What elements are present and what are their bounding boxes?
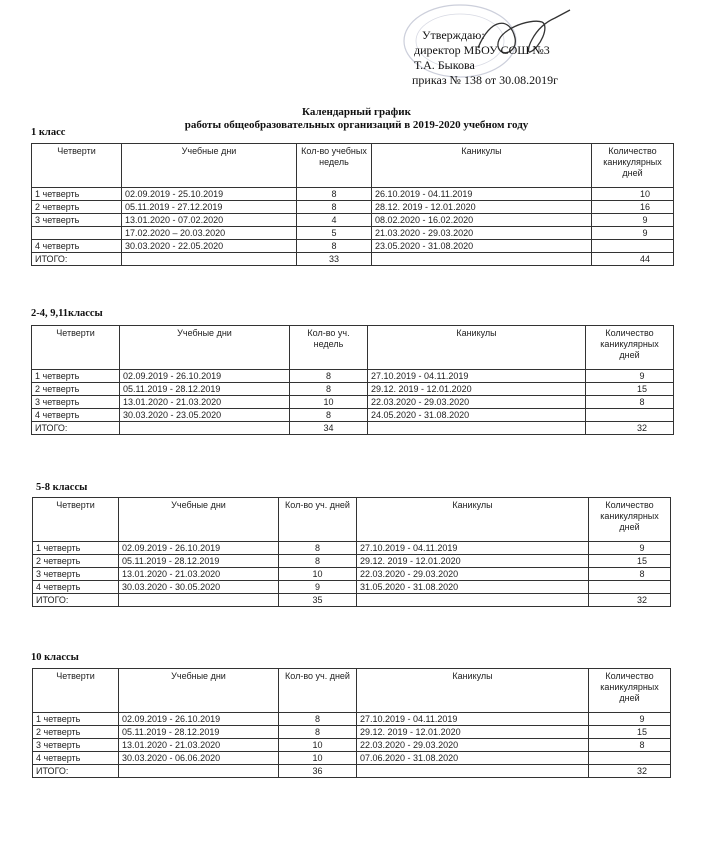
table-row <box>33 542 671 555</box>
cell: 2 четверть <box>32 201 122 214</box>
approval-line-1: Утверждаю: <box>422 28 485 42</box>
table-row <box>32 370 674 383</box>
cell <box>372 253 592 266</box>
cell: 31.05.2020 - 31.08.2020 <box>357 581 589 594</box>
cell: 29.12. 2019 - 12.01.2020 <box>368 383 586 396</box>
col-header-days: Кол-во уч. дней <box>279 498 357 542</box>
col-header-weeks: Кол-во учебных недель <box>297 144 372 188</box>
cell: 32 <box>586 422 674 435</box>
cell: 05.11.2019 - 28.12.2019 <box>119 555 279 568</box>
cell: 8 <box>279 713 357 726</box>
cell: 02.09.2019 - 26.10.2019 <box>120 370 290 383</box>
cell: 29.12. 2019 - 12.01.2020 <box>357 726 589 739</box>
col-header-study-days: Учебные дни <box>122 144 297 188</box>
table-row <box>33 713 671 726</box>
cell: 44 <box>592 253 674 266</box>
col-header-quarter: Четверти <box>32 144 122 188</box>
cell: 4 четверть <box>33 581 119 594</box>
title-line-1: Календарный график <box>302 106 411 118</box>
cell: 32 <box>589 765 671 778</box>
cell: 34 <box>290 422 368 435</box>
cell: 3 четверть <box>32 214 122 227</box>
table-row <box>32 214 674 227</box>
cell: 1 четверть <box>33 713 119 726</box>
schedule-table-grades-5-8 <box>32 497 671 607</box>
cell <box>119 594 279 607</box>
col-header-study-days: Учебные дни <box>120 326 290 370</box>
table-header-row <box>32 326 674 370</box>
table-total-row <box>32 253 674 266</box>
cell: 8 <box>290 370 368 383</box>
cell: ИТОГО: <box>32 253 122 266</box>
table-header-row <box>33 669 671 713</box>
cell: 8 <box>297 240 372 253</box>
cell: 30.03.2020 - 23.05.2020 <box>120 409 290 422</box>
cell: 5 <box>297 227 372 240</box>
table-row <box>33 726 671 739</box>
approval-line-3: Т.А. Быкова <box>414 58 475 72</box>
cell: 2 четверть <box>32 383 120 396</box>
cell: 8 <box>279 542 357 555</box>
table-row <box>33 581 671 594</box>
table-row <box>33 568 671 581</box>
cell: 30.03.2020 - 06.06.2020 <box>119 752 279 765</box>
cell: 22.03.2020 - 29.03.2020 <box>368 396 586 409</box>
cell: 10 <box>290 396 368 409</box>
cell: 27.10.2019 - 04.11.2019 <box>357 713 589 726</box>
approval-line-2: директор МБОУ СОШ №3 <box>414 43 550 57</box>
cell: 02.09.2019 - 26.10.2019 <box>119 713 279 726</box>
cell <box>120 422 290 435</box>
cell: 17.02.2020 – 20.03.2020 <box>122 227 297 240</box>
cell: 8 <box>297 201 372 214</box>
table-row <box>32 240 674 253</box>
cell: 10 <box>279 568 357 581</box>
table-total-row <box>32 422 674 435</box>
table-header-row <box>33 498 671 542</box>
cell <box>586 409 674 422</box>
cell: 30.03.2020 - 30.05.2020 <box>119 581 279 594</box>
table-row <box>32 188 674 201</box>
cell: 02.09.2019 - 26.10.2019 <box>119 542 279 555</box>
schedule-table-grade-1 <box>31 143 674 266</box>
schedule-table-grade-10 <box>32 668 671 778</box>
cell: 8 <box>586 396 674 409</box>
table-row <box>32 396 674 409</box>
cell: 1 четверть <box>32 370 120 383</box>
col-header-weeks: Кол-во уч. недель <box>290 326 368 370</box>
cell <box>589 581 671 594</box>
approval-block <box>392 28 558 88</box>
table-row <box>33 752 671 765</box>
cell: 9 <box>592 214 674 227</box>
cell: 9 <box>592 227 674 240</box>
col-header-holiday-days: Количество каникулярных дней <box>589 669 671 713</box>
cell: 8 <box>589 568 671 581</box>
cell: 02.09.2019 - 25.10.2019 <box>122 188 297 201</box>
cell: 9 <box>586 370 674 383</box>
section-label-3: 5-8 классы <box>36 482 88 493</box>
cell <box>368 422 586 435</box>
cell: 05.11.2019 - 28.12.2019 <box>119 726 279 739</box>
cell <box>32 227 122 240</box>
table-total-row <box>33 594 671 607</box>
cell: 24.05.2020 - 31.08.2020 <box>368 409 586 422</box>
cell: 8 <box>279 726 357 739</box>
cell: 4 <box>297 214 372 227</box>
cell: 21.03.2020 - 29.03.2020 <box>372 227 592 240</box>
cell: 3 четверть <box>32 396 120 409</box>
table-row <box>32 227 674 240</box>
col-header-quarter: Четверти <box>33 498 119 542</box>
cell: 8 <box>290 383 368 396</box>
cell: ИТОГО: <box>32 422 120 435</box>
col-header-holiday-days: Количество каникулярных дней <box>592 144 674 188</box>
col-header-quarter: Четверти <box>32 326 120 370</box>
table-row <box>32 409 674 422</box>
cell: 27.10.2019 - 04.11.2019 <box>368 370 586 383</box>
cell <box>589 752 671 765</box>
cell <box>122 253 297 266</box>
cell: 8 <box>297 188 372 201</box>
cell: 15 <box>586 383 674 396</box>
cell: 15 <box>589 726 671 739</box>
table-header-row <box>32 144 674 188</box>
cell: 8 <box>279 555 357 568</box>
table-row <box>32 383 674 396</box>
cell: 1 четверть <box>33 542 119 555</box>
col-header-holidays: Каникулы <box>357 669 589 713</box>
cell: 3 четверть <box>33 739 119 752</box>
cell: 27.10.2019 - 04.11.2019 <box>357 542 589 555</box>
title-line-2: работы общеобразовательных организаций в 2019-2020 учебном году <box>184 119 529 131</box>
cell: 36 <box>279 765 357 778</box>
cell <box>357 594 589 607</box>
col-header-holiday-days: Количество каникулярных дней <box>589 498 671 542</box>
table-row <box>32 201 674 214</box>
approval-line-4: приказ № 138 от 30.08.2019г <box>412 73 559 87</box>
cell: 2 четверть <box>33 726 119 739</box>
cell: ИТОГО: <box>33 594 119 607</box>
cell: 10 <box>592 188 674 201</box>
cell <box>119 765 279 778</box>
cell <box>592 240 674 253</box>
cell: 1 четверть <box>32 188 122 201</box>
cell: 32 <box>589 594 671 607</box>
cell: 35 <box>279 594 357 607</box>
col-header-quarter: Четверти <box>33 669 119 713</box>
cell: 3 четверть <box>33 568 119 581</box>
table-row <box>33 739 671 752</box>
cell: ИТОГО: <box>33 765 119 778</box>
col-header-study-days: Учебные дни <box>119 669 279 713</box>
cell: 29.12. 2019 - 12.01.2020 <box>357 555 589 568</box>
col-header-holidays: Каникулы <box>368 326 586 370</box>
cell: 4 четверть <box>33 752 119 765</box>
cell: 07.06.2020 - 31.08.2020 <box>357 752 589 765</box>
cell: 22.03.2020 - 29.03.2020 <box>357 568 589 581</box>
cell: 13.01.2020 - 21.03.2020 <box>119 568 279 581</box>
col-header-study-days: Учебные дни <box>119 498 279 542</box>
cell: 08.02.2020 - 16.02.2020 <box>372 214 592 227</box>
col-header-holidays: Каникулы <box>372 144 592 188</box>
col-header-holidays: Каникулы <box>357 498 589 542</box>
cell: 05.11.2019 - 28.12.2019 <box>120 383 290 396</box>
cell: 23.05.2020 - 31.08.2020 <box>372 240 592 253</box>
cell: 05.11.2019 - 27.12.2019 <box>122 201 297 214</box>
cell: 13.01.2020 - 21.03.2020 <box>119 739 279 752</box>
cell: 4 четверть <box>32 409 120 422</box>
table-total-row <box>33 765 671 778</box>
cell <box>357 765 589 778</box>
cell: 4 четверть <box>32 240 122 253</box>
cell: 26.10.2019 - 04.11.2019 <box>372 188 592 201</box>
section-label-2: 2-4, 9,11классы <box>31 308 103 319</box>
cell: 8 <box>589 739 671 752</box>
col-header-holiday-days: Количество каникулярных дней <box>586 326 674 370</box>
cell: 8 <box>290 409 368 422</box>
section-label-4: 10 классы <box>31 652 79 663</box>
cell: 15 <box>589 555 671 568</box>
cell: 16 <box>592 201 674 214</box>
cell: 2 четверть <box>33 555 119 568</box>
col-header-days: Кол-во уч. дней <box>279 669 357 713</box>
cell: 13.01.2020 - 21.03.2020 <box>120 396 290 409</box>
cell: 33 <box>297 253 372 266</box>
cell: 9 <box>589 713 671 726</box>
table-row <box>33 555 671 568</box>
schedule-table-grades-2-4-9-11 <box>31 325 674 435</box>
document-title <box>0 106 713 132</box>
cell: 10 <box>279 752 357 765</box>
section-label-1: 1 класс <box>31 127 66 138</box>
cell: 9 <box>279 581 357 594</box>
cell: 10 <box>279 739 357 752</box>
cell: 9 <box>589 542 671 555</box>
cell: 13.01.2020 - 07.02.2020 <box>122 214 297 227</box>
cell: 22.03.2020 - 29.03.2020 <box>357 739 589 752</box>
cell: 30.03.2020 - 22.05.2020 <box>122 240 297 253</box>
cell: 28.12. 2019 - 12.01.2020 <box>372 201 592 214</box>
